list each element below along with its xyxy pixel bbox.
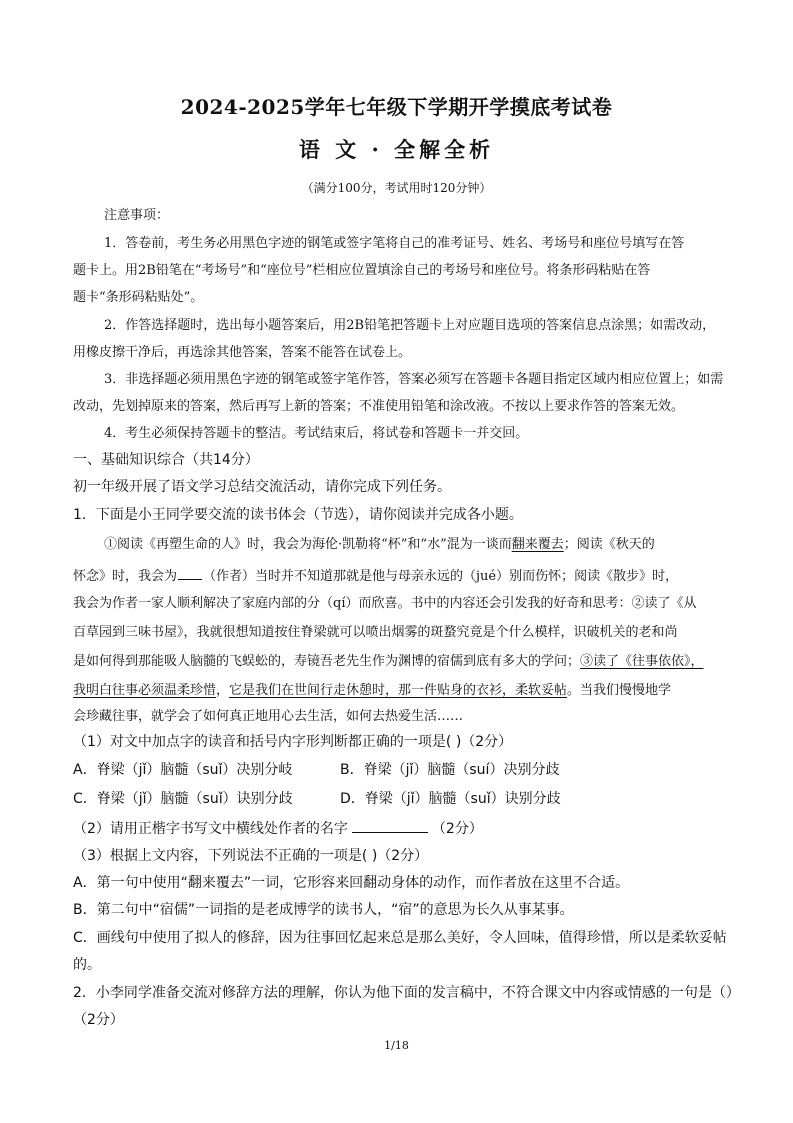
author-blank	[178, 565, 202, 580]
notice-item-3-line-1: 3．非选择题必须用黑色字迹的钢笔或签字笔作答，答案必须写在答题卡各题目指定区域内相应位置上；如需	[104, 372, 724, 387]
notice-item-2-line-2: 用橡皮擦干净后，再选涂其他答案，答案不能答在试卷上。	[73, 345, 412, 360]
notice-item-1-line-2: 题卡上。用2B铅笔在“考场号”和“座位号”栏相应位置填涂自己的考场号和座位号。将条形码粘贴在答	[73, 263, 651, 278]
passage-underlined-phrase: 翻来覆去	[511, 537, 564, 552]
sub-question-3-option-c-line-1: C．画线句中使用了拟人的修辞，因为往事回忆起来总是那么美好，令人回味，值得珍惜，所以是柔软妥帖	[73, 930, 727, 946]
sub-question-3-option-c-line-2: 的。	[73, 957, 101, 973]
notice-item-1-line-1: 1．答卷前，考生务必用黑色字迹的钢笔或签字笔将自己的准考证号、姓名、考场号和座位号填写在答	[104, 236, 685, 251]
sub-question-2-stem	[73, 818, 483, 839]
question-2-stem-line-2: （2分）	[73, 1012, 124, 1028]
passage-line-1-b: ；阅读《秋天的	[563, 537, 655, 552]
question-1-stem: 1．下面是小王同学要交流的读书体会（节选），请你阅读并完成各小题。	[73, 507, 523, 523]
passage-comma: ，	[216, 683, 230, 698]
sub-question-1-stem: （1）对文中加点字的读音和括号内字形判断都正确的一项是( )（2分）	[73, 734, 513, 750]
passage-line-7: 会珍藏往事，就学会了如何真正地用心去生活，如何去热爱生活……	[73, 709, 464, 724]
passage-line-3: 我会为作者一家人顺利解决了家庭内部的分（qí）而欣喜。书中的内容还会引发我的好奇和思考：②读了《从	[73, 596, 697, 611]
sub-question-1-option-c: C．脊梁（jǐ）脑髓（suǐ）诀别分歧	[73, 791, 293, 807]
notice-item-4: 4．考生必须保持答题卡的整洁。考试结束后，将试卷和答题卡一并交回。	[104, 426, 529, 441]
sub-question-3-stem: （3）根据上文内容，下列说法不正确的一项是( )（2分）	[73, 848, 429, 864]
section-1-intro: 初一年级开展了语文学习总结交流活动，请你完成下列任务。	[73, 479, 451, 495]
sub-question-2-stem-a: （2）请用正楷字书写文中横线处作者的名字	[73, 821, 348, 837]
passage-line-2-a: 怀念》时，我会为	[73, 569, 178, 584]
notice-item-1-line-3: 题卡“条形码粘贴处”。	[73, 290, 204, 305]
question-2-stem-line-1: 2．小李同学准备交流对修辞方法的理解，你认为他下面的发言稿中，不符合课文中内容或情感的一句是（）	[73, 985, 740, 1001]
passage-line-2-b: （作者）当时并不知道那就是他与母亲永远的（jué）别而伤怀；阅读《散步》时，	[203, 569, 679, 584]
exam-subtitle: 语 文 · 全解全析	[298, 137, 495, 162]
sub-question-2-score: （2分）	[431, 821, 483, 837]
passage-line-5	[73, 652, 704, 672]
exam-title: 2024-2025学年七年级下学期开学摸底考试卷	[180, 95, 613, 119]
sub-question-1-option-b: B．脊梁（jǐ）脑髓（suí）决别分歧	[340, 762, 560, 778]
passage-line-1-a: ①阅读《再塑生命的人》时，我会为海伦·凯勒将“杯”和“水”混为一谈而	[104, 537, 512, 552]
passage-line-4: 百草园到三味书屋》，我就很想知道按住脊梁就可以喷出烟雾的斑蝥究竟是个什么模样，识破机关的老和尚	[73, 625, 678, 640]
passage-underlined-clause-2: 它是我们在世间行走休憩时，那一件贴身的衣衫，柔软妥帖	[229, 683, 568, 698]
sub-question-3-option-b: B．第二句中“宿儒”一词指的是老成博学的读书人，“宿”的意思为长久从事某事。	[73, 902, 574, 918]
author-name-answer-blank	[352, 818, 428, 833]
sub-question-3-option-a: A．第一句中使用“翻来覆去”一词，它形容来回翻动身体的动作，而作者放在这里不合适。	[73, 875, 630, 891]
passage-underlined-clause-1: 我明白往事必须温柔珍惜	[73, 683, 217, 698]
passage-line-6-b: 。当我们慢慢地学	[567, 683, 672, 698]
passage-underlined-sentence-start: ③读了《往事依依》，	[580, 654, 704, 669]
notice-item-3-line-2: 改动，先划掉原来的答案，然后再写上新的答案；不准使用铅笔和涂改液。不按以上要求作答的答案无效。	[73, 399, 685, 414]
passage-line-2	[73, 565, 678, 587]
sub-question-1-option-a: A．脊梁（jǐ）脑髓（suǐ）决别分岐	[73, 762, 293, 778]
sub-question-1-option-d: D．脊梁（jǐ）脑髓（suǐ）诀别分歧	[340, 791, 561, 807]
notice-heading: 注意事项：	[104, 208, 170, 223]
exam-duration-note: （满分100分，考试用时120分钟）	[301, 181, 492, 195]
section-1-heading: 一、基础知识综合（共14分）	[73, 452, 259, 468]
notice-item-2-line-1: 2．作答选择题时，选出每小题答案后，用2B铅笔把答题卡上对应题目选项的答案信息点涂黑；如需改动，	[104, 318, 716, 333]
passage-line-6	[73, 681, 671, 701]
passage-line-1	[104, 535, 655, 555]
passage-line-5-a: 是如何得到那能吸人脑髓的飞蜈蚣的，寿镜吾老先生作为渊博的宿儒到底有多大的学问；	[73, 654, 581, 669]
page-number: 1/18	[384, 1039, 409, 1052]
